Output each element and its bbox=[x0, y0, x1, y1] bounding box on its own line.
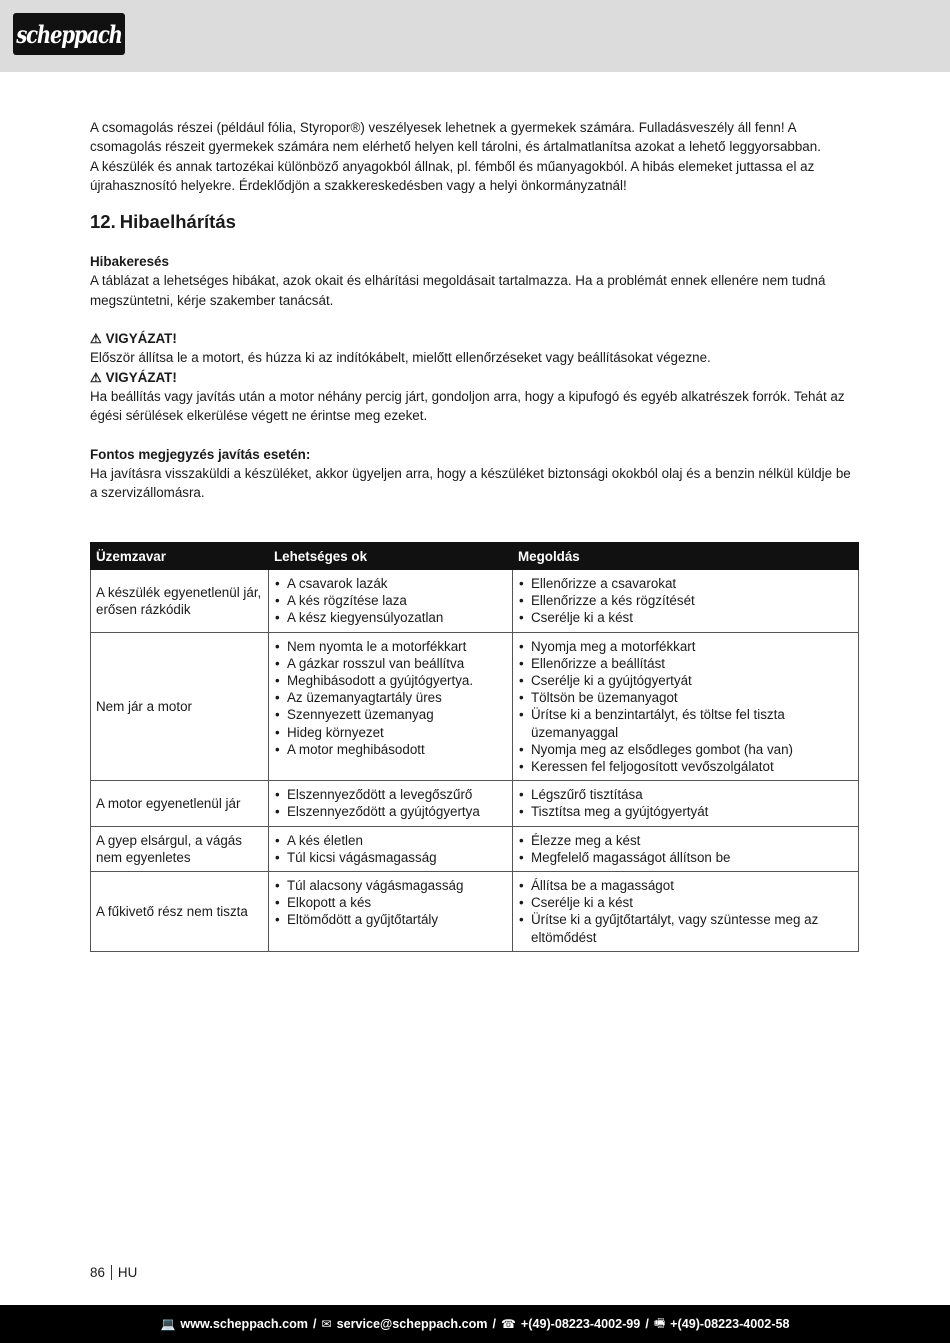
column-header-cause: Lehetséges ok bbox=[269, 543, 513, 570]
solution-item: • Cserélje ki a kést bbox=[518, 894, 854, 911]
phone-icon: ☎ bbox=[500, 1317, 516, 1331]
solution-item: • Ellenőrizze a kés rögzítését bbox=[518, 592, 854, 609]
cause-item: • Elkopott a kés bbox=[274, 894, 508, 911]
cause-item: • A motor meghibásodott bbox=[274, 741, 508, 758]
warning-heading bbox=[90, 329, 860, 348]
solution-cell bbox=[513, 872, 859, 952]
solution-item: • Keressen fel feljogosított vevőszolgálatot bbox=[518, 758, 854, 775]
warning-text: Először állítsa le a motort, és húzza ki az indítókábelt, mielőtt ellenőrzéseket vagy beállításokat végezne. bbox=[90, 350, 711, 366]
solution-item: • Cserélje ki a gyújtógyertyát bbox=[518, 672, 854, 689]
solution-list bbox=[518, 786, 854, 820]
fault-cell: A készülék egyenetlenül jár, erősen rázkódik bbox=[91, 570, 269, 633]
table-row bbox=[91, 826, 859, 871]
subheading-troubleshooting: Hibakeresés bbox=[90, 254, 169, 270]
solution-item: • Élezze meg a kést bbox=[518, 832, 854, 849]
table-body bbox=[91, 570, 859, 952]
cause-item: • A csavarok lazák bbox=[274, 575, 508, 592]
brand-logo bbox=[13, 13, 125, 55]
solution-item: • Tisztítsa meg a gyújtógyertyát bbox=[518, 803, 854, 820]
subheading-text: A táblázat a lehetséges hibákat, azok okait és elhárítási megoldásait tartalmazza. Ha a problémát ennek ellenére nem tudná megszüntetni, kérje szakember tanácsát. bbox=[90, 273, 826, 308]
warning-triangle-icon: ⚠ bbox=[90, 331, 102, 347]
solution-item: • Állítsa be a magasságot bbox=[518, 877, 854, 894]
footer-website[interactable]: www.scheppach.com bbox=[180, 1317, 309, 1331]
fault-cell: A motor egyenetlenül jár bbox=[91, 781, 269, 826]
solution-cell bbox=[513, 826, 859, 871]
warning-label: VIGYÁZAT! bbox=[105, 331, 177, 347]
solution-list bbox=[518, 575, 854, 627]
solution-item: • Nyomja meg az elsődleges gombot (ha van) bbox=[518, 741, 854, 758]
cause-item: • Nem nyomta le a motorfékkart bbox=[274, 638, 508, 655]
cause-list bbox=[274, 877, 508, 929]
solution-cell bbox=[513, 632, 859, 781]
solution-item: • Ürítse ki a gyűjtőtartályt, vagy szüntesse meg az eltömődést bbox=[518, 911, 854, 945]
footer-separator: / bbox=[313, 1317, 317, 1331]
table-header-row bbox=[91, 543, 859, 570]
cause-item: • A kész kiegyensúlyozatlan bbox=[274, 609, 508, 626]
solution-cell bbox=[513, 781, 859, 826]
computer-icon: 💻 bbox=[160, 1317, 176, 1331]
intro-paragraph-recycling: A készülék és annak tartozékai különböző anyagokból állnak, pl. fémből és műanyagokból. A hibás elemeket juttassa el az újrahasznosító helyekre. Érdeklődjön a szakkereskedésben vagy a helyi önkormányzatnál! bbox=[90, 158, 815, 193]
section-title-text: Hibaelhárítás bbox=[119, 211, 236, 233]
cause-item: • A kés rögzítése laza bbox=[274, 592, 508, 609]
solution-item: • Megfelelő magasságot állítson be bbox=[518, 849, 854, 866]
cause-item: • Túl kicsi vágásmagasság bbox=[274, 849, 508, 866]
fault-cell: A fűkivető rész nem tiszta bbox=[91, 872, 269, 952]
table-row bbox=[91, 781, 859, 826]
solution-list bbox=[518, 877, 854, 946]
solution-item: • Légszűrő tisztítása bbox=[518, 786, 854, 803]
section-title bbox=[90, 210, 860, 234]
page-number bbox=[90, 1265, 137, 1280]
cause-cell bbox=[269, 872, 513, 952]
footer-phone: +(49)-08223-4002-99 bbox=[520, 1317, 641, 1331]
warning-block bbox=[90, 329, 860, 425]
footer-separator: / bbox=[492, 1317, 496, 1331]
solution-item: • Töltsön be üzemanyagot bbox=[518, 689, 854, 706]
solution-item: • Cserélje ki a kést bbox=[518, 609, 854, 626]
footer-separator: / bbox=[645, 1317, 649, 1331]
troubleshooting-table bbox=[90, 542, 859, 952]
page-number-divider bbox=[111, 1265, 112, 1280]
cause-list bbox=[274, 786, 508, 820]
repair-note-text: Ha javításra visszaküldi a készüléket, akkor ügyeljen arra, hogy a készüléket biztonsági okokból olaj és a benzin nélkül küldje be a szervizállomásra. bbox=[90, 465, 851, 501]
cause-cell bbox=[269, 570, 513, 633]
column-header-fault: Üzemzavar bbox=[91, 543, 269, 570]
cause-cell bbox=[269, 632, 513, 781]
cause-item: • Hideg környezet bbox=[274, 724, 508, 741]
warning-heading bbox=[90, 368, 860, 387]
solution-item: • Ürítse ki a benzintartályt, és töltse fel tiszta üzemanyaggal bbox=[518, 706, 854, 740]
email-icon: ✉ bbox=[321, 1317, 332, 1331]
fault-cell: Nem jár a motor bbox=[91, 632, 269, 781]
header-band bbox=[0, 0, 950, 72]
logo-text: scheppach bbox=[16, 19, 122, 49]
fault-cell: A gyep elsárgul, a vágás nem egyenletes bbox=[91, 826, 269, 871]
solution-item: • Ellenőrizze a beállítást bbox=[518, 655, 854, 672]
intro-section bbox=[90, 118, 860, 195]
main-content bbox=[90, 118, 860, 502]
warning-text: Ha beállítás vagy javítás után a motor néhány percig járt, gondoljon arra, hogy a kipufogó és egyéb alkatrészek forrók. Tehát az égési sérülések elkerülése végett ne érintse meg ezeket. bbox=[90, 388, 845, 424]
cause-item: • Eltömődött a gyűjtőtartály bbox=[274, 911, 508, 928]
cause-cell bbox=[269, 781, 513, 826]
cause-cell bbox=[269, 826, 513, 871]
cause-item: • Meghibásodott a gyújtógyertya. bbox=[274, 672, 508, 689]
cause-item: • A kés életlen bbox=[274, 832, 508, 849]
repair-note-heading: Fontos megjegyzés javítás esetén: bbox=[90, 446, 311, 462]
solution-item: • Nyomja meg a motorfékkart bbox=[518, 638, 854, 655]
table-row bbox=[91, 570, 859, 633]
cause-list bbox=[274, 638, 508, 758]
intro-paragraph-packaging: A csomagolás részei (például fólia, Styropor®) veszélyesek lehetnek a gyermekek számára. Fulladásveszély áll fenn! A csomagolás részeit gyermekek számára nem elérhető helyen kell tárolni, és ártalmatlanítsa azokat a lehető leggyorsabban. bbox=[90, 120, 821, 155]
section-number: 12. bbox=[90, 211, 116, 233]
footer-bar bbox=[0, 1305, 950, 1343]
solution-list bbox=[518, 832, 854, 866]
fax-icon: 🖷 bbox=[653, 1315, 666, 1330]
footer-email[interactable]: service@scheppach.com bbox=[336, 1317, 488, 1331]
cause-list bbox=[274, 832, 508, 866]
warning-label: VIGYÁZAT! bbox=[105, 369, 177, 385]
solution-item: • Ellenőrizze a csavarokat bbox=[518, 575, 854, 592]
table-row bbox=[91, 872, 859, 952]
repair-note bbox=[90, 445, 860, 503]
footer-fax: +(49)-08223-4002-58 bbox=[670, 1317, 790, 1331]
cause-item: • Elszennyeződött a gyújtógyertya bbox=[274, 803, 508, 820]
page-number-value: 86 bbox=[90, 1265, 105, 1280]
cause-item: • Túl alacsony vágásmagasság bbox=[274, 877, 508, 894]
cause-item: • Elszennyeződött a levegőszűrő bbox=[274, 786, 508, 803]
solution-list bbox=[518, 638, 854, 776]
cause-list bbox=[274, 575, 508, 627]
page-language: HU bbox=[117, 1265, 138, 1280]
column-header-solution: Megoldás bbox=[513, 543, 859, 570]
cause-item: • A gázkar rosszul van beállítva bbox=[274, 655, 508, 672]
warning-triangle-icon: ⚠ bbox=[90, 369, 102, 385]
table-row bbox=[91, 632, 859, 781]
cause-item: • Az üzemanyagtartály üres bbox=[274, 689, 508, 706]
solution-cell bbox=[513, 570, 859, 633]
cause-item: • Szennyezett üzemanyag bbox=[274, 706, 508, 723]
